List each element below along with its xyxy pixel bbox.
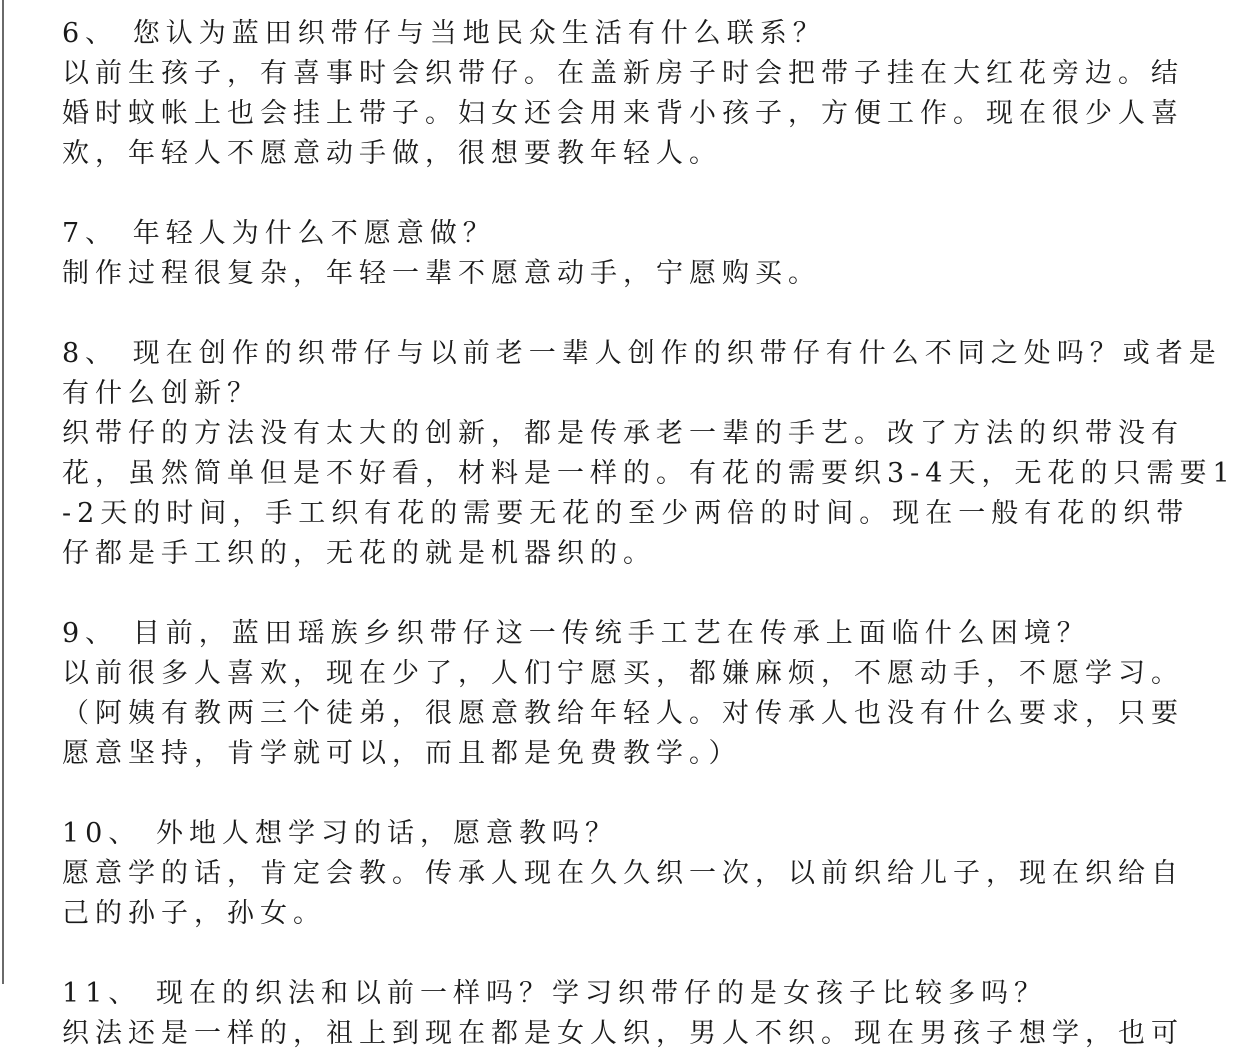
qa-section-10: [62, 814, 1184, 934]
answer-6-line-1: 以前生孩子，有喜事时会织带仔。在盖新房子时会把带子挂在大红花旁边。结: [62, 58, 1184, 89]
answer-8-line-2: 花，虽然简单但是不好看，材料是一样的。有花的需要织3-4天，无花的只需要1: [62, 458, 1236, 489]
question-7: 7、 年轻人为什么不愿意做？: [62, 218, 496, 249]
answer-10-line-1: 愿意学的话，肯定会教。传承人现在久久织一次，以前织给儿子，现在织给自: [62, 858, 1184, 889]
qa-section-6: [62, 14, 1184, 174]
question-8-cont: 有什么创新？: [62, 378, 260, 409]
page-left-border: [2, 0, 4, 984]
answer-9-line-3: 愿意坚持，肯学就可以，而且都是免费教学。）: [62, 738, 742, 769]
qa-section-8: [62, 334, 1236, 574]
question-11: 11、 现在的织法和以前一样吗？学习织带仔的是女孩子比较多吗？: [62, 978, 1047, 1009]
answer-8-line-1: 织带仔的方法没有太大的创新，都是传承老一辈的手艺。改了方法的织带没有: [62, 418, 1184, 449]
answer-7-line-1: 制作过程很复杂，年轻一辈不愿意动手，宁愿购买。: [62, 258, 821, 289]
answer-9-line-1: 以前很多人喜欢，现在少了，人们宁愿买，都嫌麻烦，不愿动手，不愿学习。: [62, 658, 1184, 689]
answer-9-line-2: （阿姨有教两三个徒弟，很愿意教给年轻人。对传承人也没有什么要求，只要: [62, 698, 1184, 729]
question-6: 6、 您认为蓝田织带仔与当地民众生活有什么联系？: [62, 18, 826, 49]
qa-section-9: [62, 614, 1184, 774]
question-10: 10、 外地人想学习的话，愿意教吗？: [62, 818, 618, 849]
answer-6-line-2: 婚时蚊帐上也会挂上带子。妇女还会用来背小孩子，方便工作。现在很少人喜: [62, 98, 1184, 129]
answer-10-line-2: 己的孙子，孙女。: [62, 898, 326, 929]
answer-11-line-1: 织法还是一样的，祖上到现在都是女人织，男人不织。现在男孩子想学，也可: [62, 1018, 1184, 1049]
qa-section-11: [62, 974, 1184, 1054]
question-8: 8、 现在创作的织带仔与以前老一辈人创作的织带仔有什么不同之处吗？或者是: [62, 338, 1222, 369]
qa-section-7: [62, 214, 1040, 294]
question-9: 9、 目前，蓝田瑶族乡织带仔这一传统手工艺在传承上面临什么困境？: [62, 618, 1090, 649]
answer-8-line-4: 仔都是手工织的，无花的就是机器织的。: [62, 538, 656, 569]
answer-6-line-3: 欢，年轻人不愿意动手做，很想要教年轻人。: [62, 138, 722, 169]
answer-8-line-3: -2天的时间，手工织有花的需要无花的至少两倍的时间。现在一般有花的织带: [62, 498, 1190, 529]
